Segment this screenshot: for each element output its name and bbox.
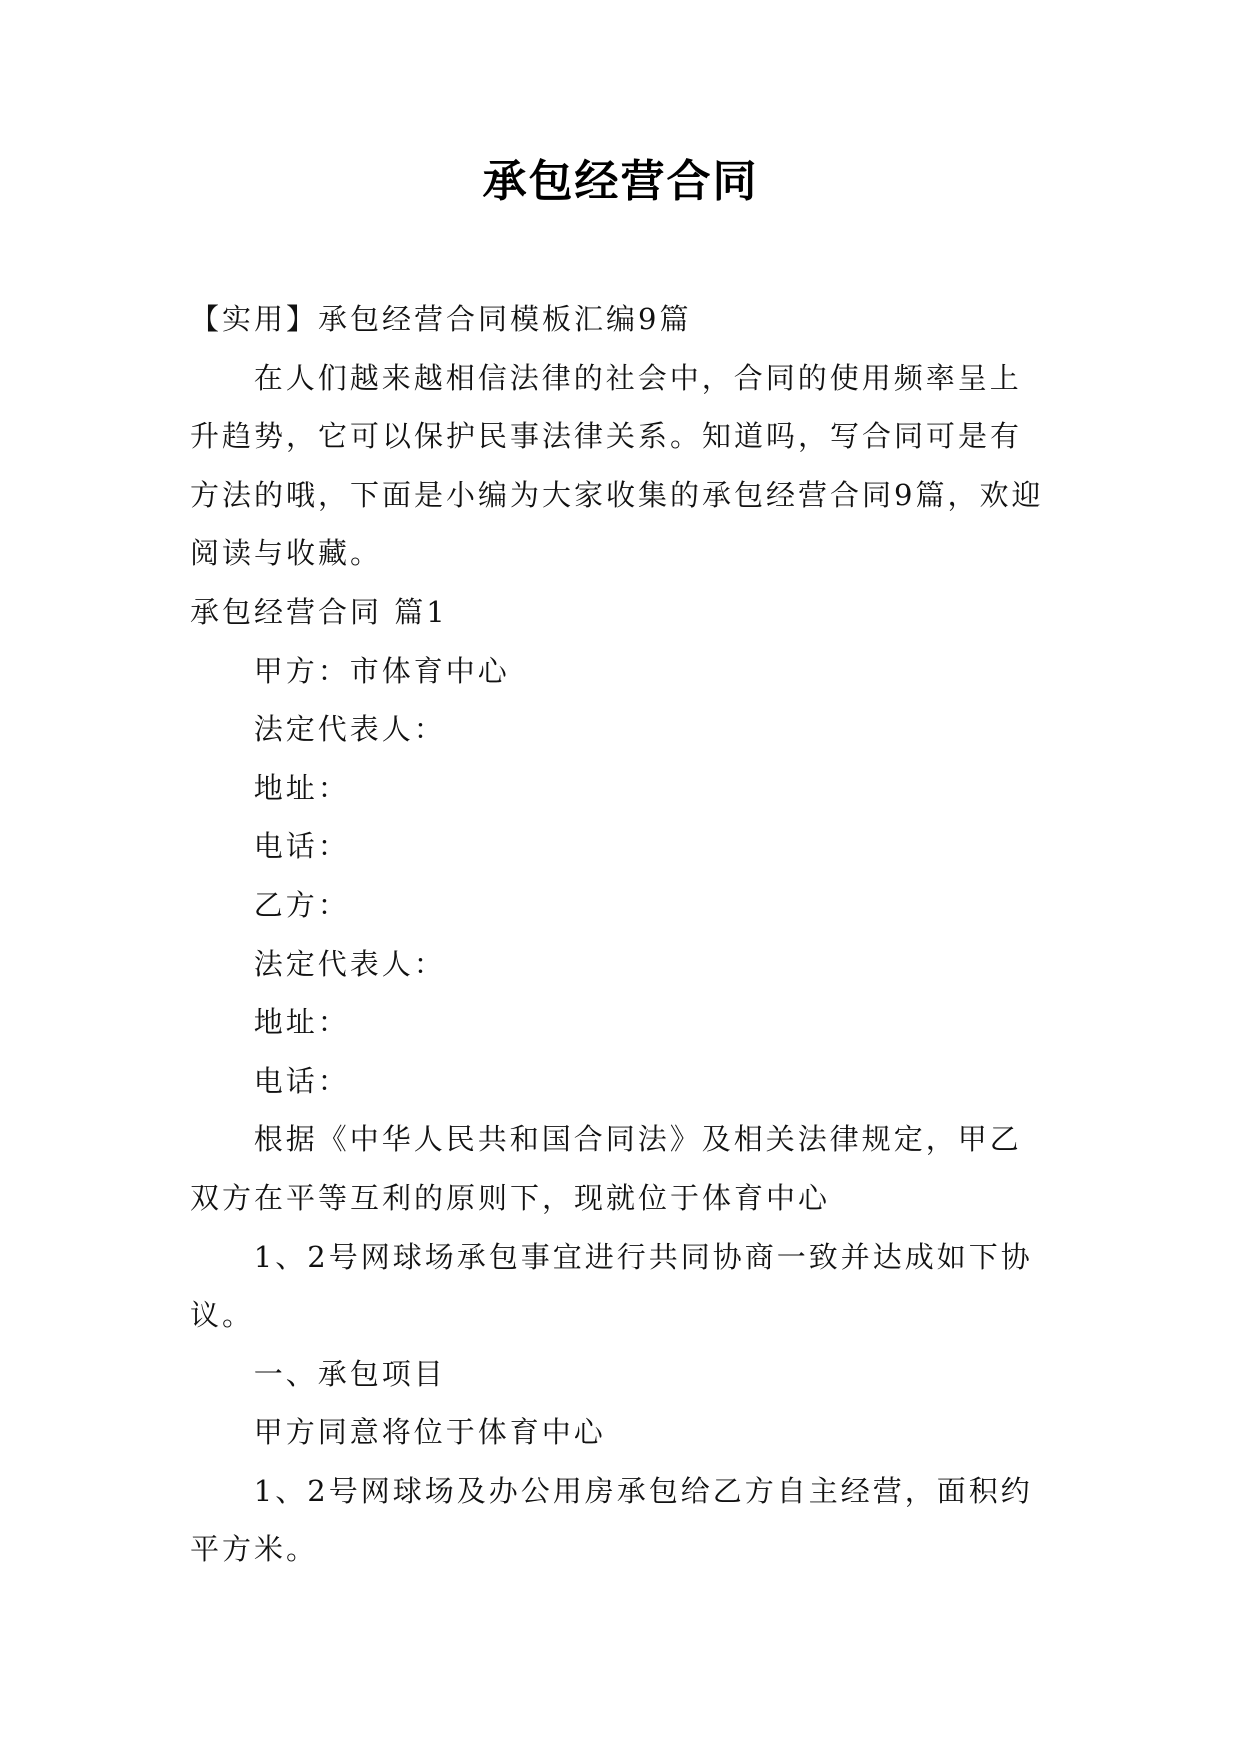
party-b-phone: 电话： [253, 1063, 350, 1098]
party-b-name: 乙方： [253, 887, 350, 922]
party-b-address: 地址： [253, 1005, 350, 1040]
party-a-address: 地址： [253, 770, 350, 805]
party-a-representative: 法定代表人： [253, 712, 446, 747]
document-title: 承包经营合同 [482, 156, 759, 207]
intro-paragraph: 在人们越来越相信法律的社会中，合同的使用频率呈上升趋势，它可以保护民事法律关系。知道吗，写合同可是有方法的哦，下面是小编为大家收集的承包经营合同9篇，欢迎阅读与收藏。 [190, 360, 1044, 571]
agreement-paragraph: 1、2号网球场承包事宜进行共同协商一致并达成如下协议。 [190, 1239, 1033, 1333]
clause-heading: 一、承包项目 [253, 1356, 446, 1391]
document-body [190, 290, 1052, 1579]
subtitle-line: 【实用】承包经营合同模板汇编9篇 [190, 302, 692, 336]
legal-basis-paragraph: 根据《中华人民共和国合同法》及相关法律规定，甲乙双方在平等互利的原则下，现就位于体育中心 [190, 1122, 1022, 1215]
party-a-name: 甲方：市体育中心 [253, 653, 510, 688]
clause-text: 甲方同意将位于体育中心 [253, 1415, 606, 1450]
section-heading: 承包经营合同 篇1 [190, 594, 448, 629]
clause-text-continued: 1、2号网球场及办公用房承包给乙方自主经营，面积约平方米。 [190, 1473, 1033, 1567]
party-b-representative: 法定代表人： [253, 946, 446, 981]
party-a-phone: 电话： [253, 829, 350, 864]
